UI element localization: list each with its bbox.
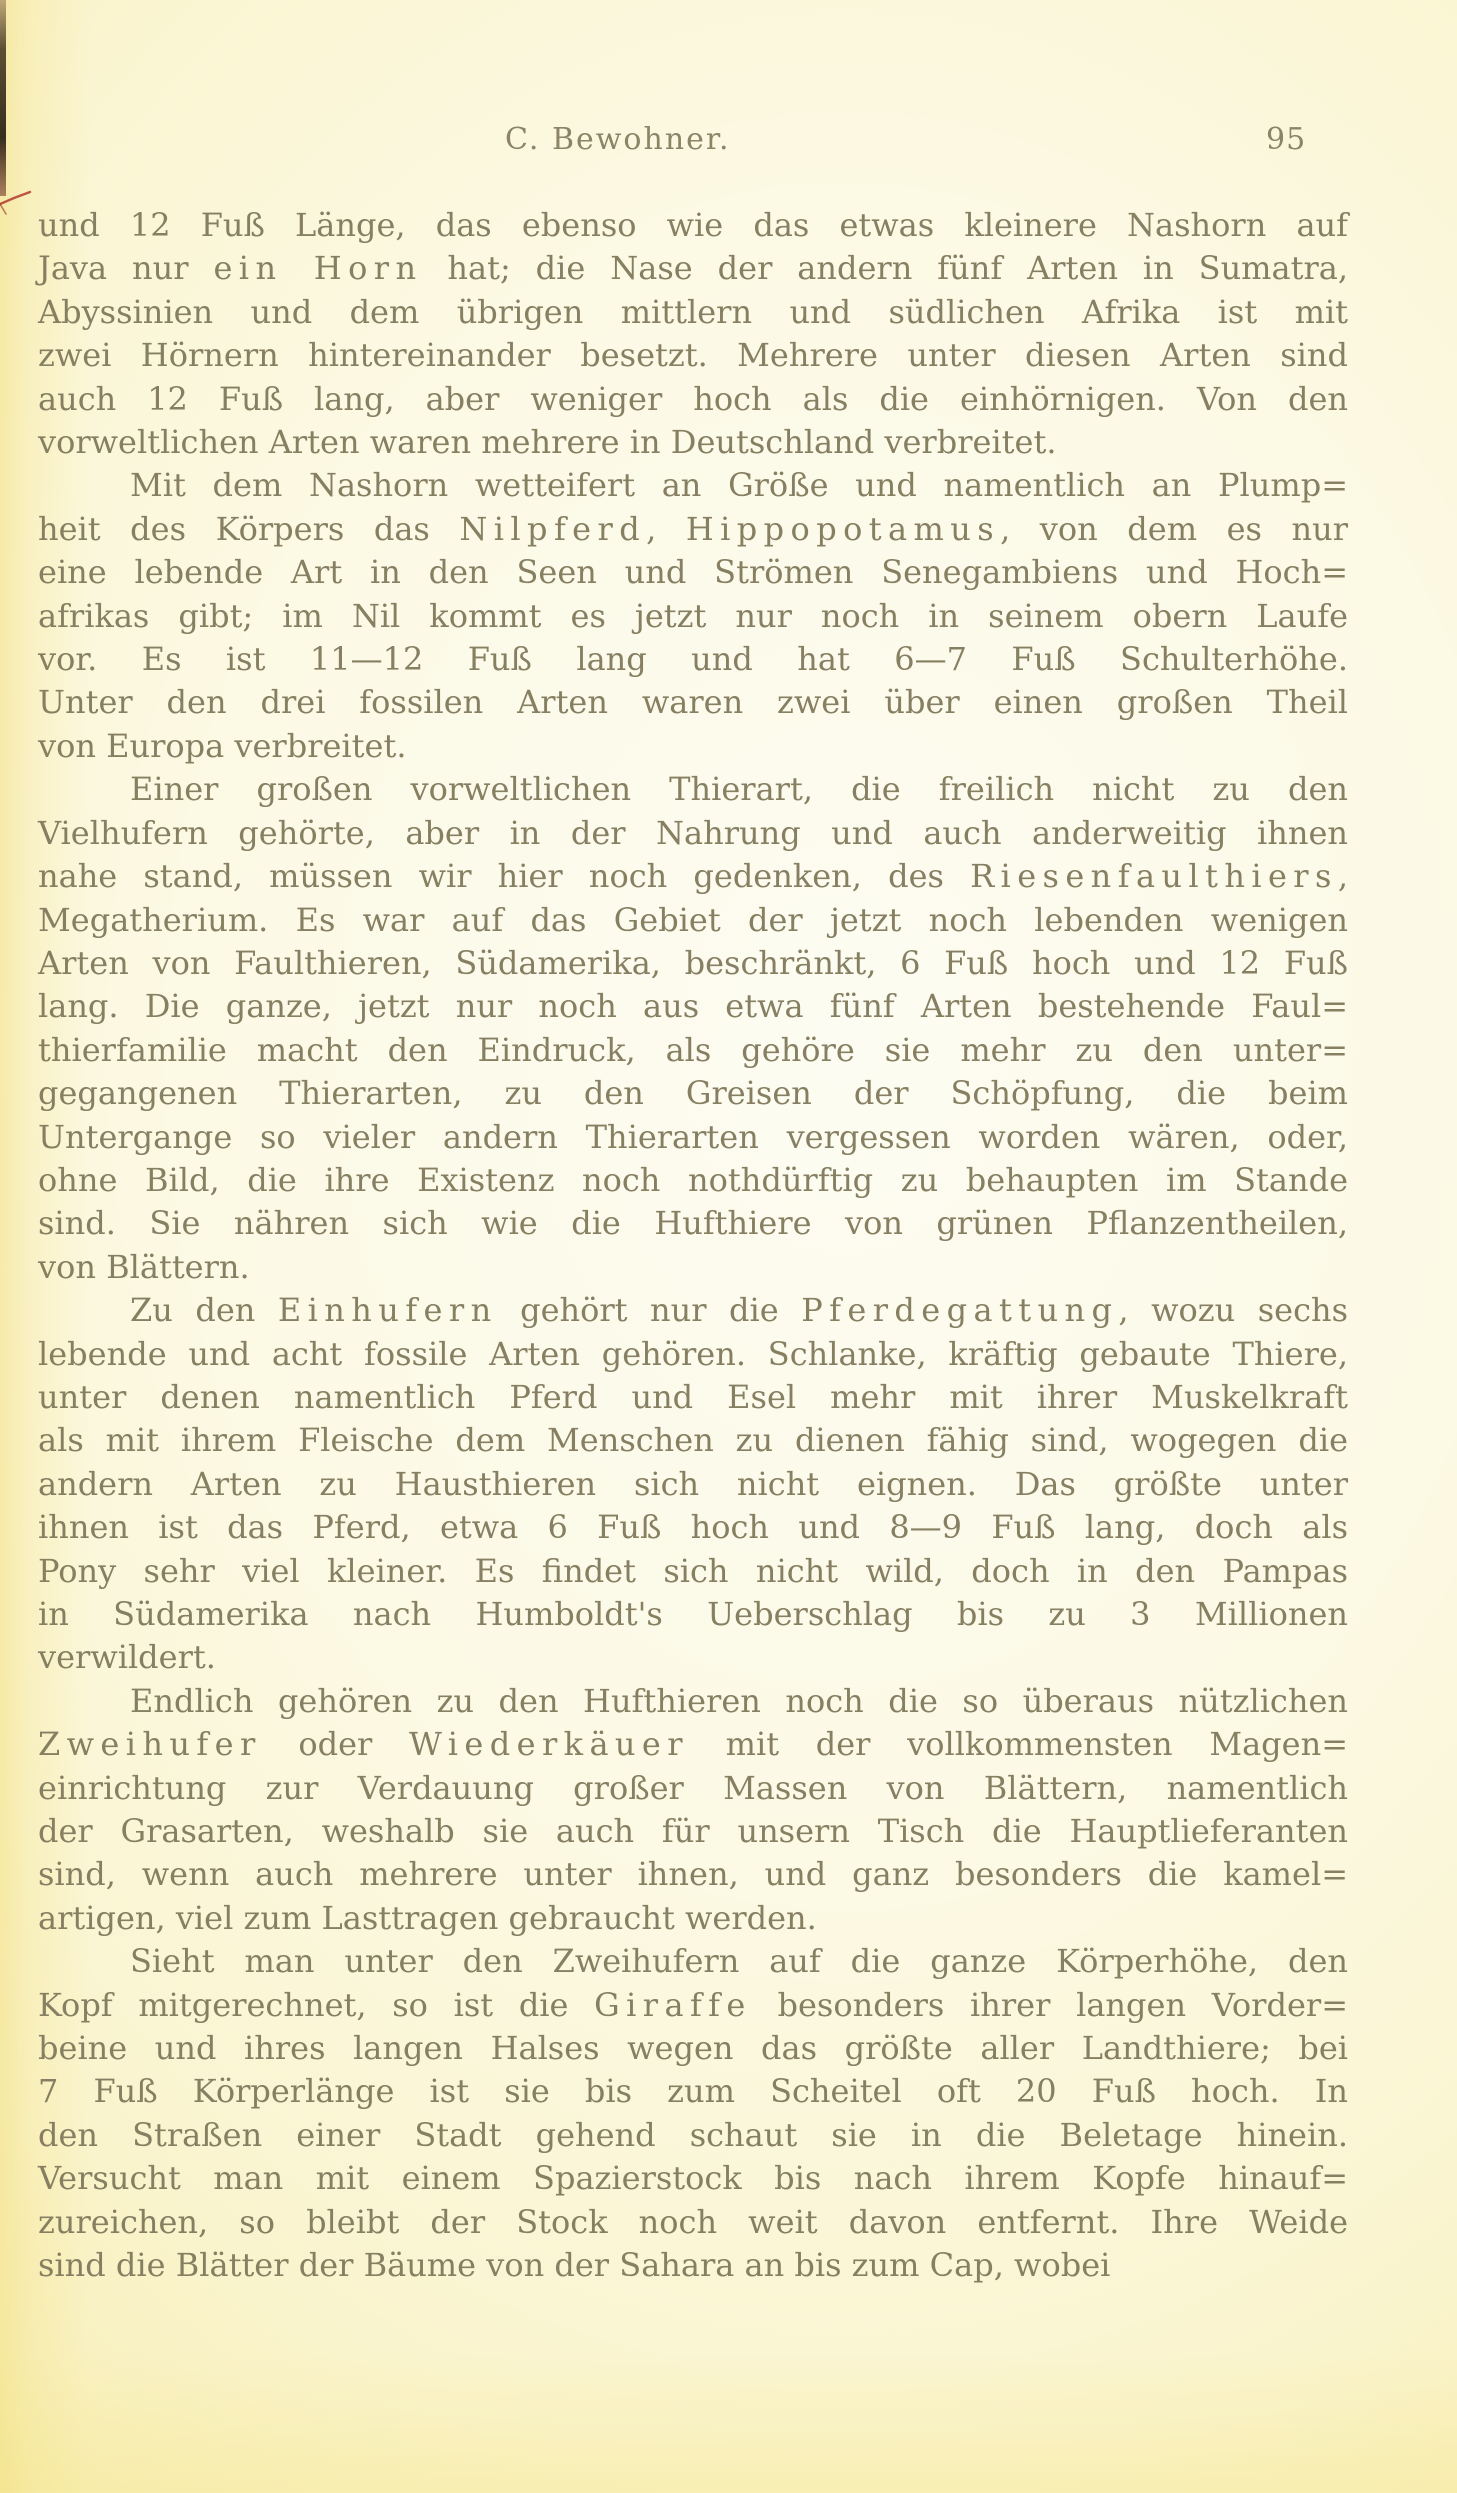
text-run: hat; die Nase der andern fünf Arten in Sumatra, <box>422 249 1349 288</box>
text-run: Vielhufern gehörte, aber in der Nahrung und auch anderweitig ihnen <box>38 813 1348 852</box>
page-body-text <box>38 204 1348 2288</box>
text-line <box>38 2244 1348 2287</box>
text-line <box>38 1159 1348 1202</box>
text-line <box>38 2201 1348 2244</box>
paragraph <box>38 204 1348 464</box>
text-run: Endlich gehören zu den Hufthieren noch die so überaus nützlichen <box>130 1681 1348 1720</box>
text-run: andern Arten zu Hausthieren sich nicht eignen. Das größte unter <box>38 1464 1348 1503</box>
text-line <box>38 1593 1348 1636</box>
text-run: , <box>646 509 686 548</box>
text-run: oder <box>261 1725 410 1764</box>
text-line <box>38 1202 1348 1245</box>
text-line <box>38 942 1348 985</box>
text-run: vor. Es ist 11—12 Fuß lang und hat 6—7 Fuß Schulterhöhe. <box>38 640 1348 679</box>
text-line <box>38 1029 1348 1072</box>
text-run: den Straßen einer Stadt gehend schaut sie in die Beletage hinein. <box>38 2115 1348 2154</box>
text-line <box>38 681 1348 724</box>
text-run: , <box>1337 857 1348 896</box>
text-line <box>38 985 1348 1028</box>
text-line <box>38 1636 1348 1679</box>
text-run: Kopf mitgerechnet, so ist die <box>38 1985 595 2024</box>
text-run: artigen, viel zum Lasttragen gebraucht werden. <box>38 1898 817 1937</box>
text-line <box>38 551 1348 594</box>
text-run: afrikas gibt; im Nil kommt es jetzt nur noch in seinem obern Laufe <box>38 596 1348 635</box>
text-run: thierfamilie macht den Eindruck, als gehöre sie mehr zu den unter= <box>38 1030 1348 1069</box>
paragraph <box>38 768 1348 1289</box>
text-line <box>38 1810 1348 1853</box>
text-run: sind, wenn auch mehrere unter ihnen, und ganz besonders die kamel= <box>38 1855 1348 1894</box>
text-run: Sieht man unter den Zweihufern auf die ganze Körperhöhe, den <box>130 1942 1348 1981</box>
text-line <box>38 1333 1348 1376</box>
text-run: Versucht man mit einem Spazierstock bis nach ihrem Kopfe hinauf= <box>38 2159 1348 2198</box>
paragraph <box>38 464 1348 768</box>
text-line <box>38 1419 1348 1462</box>
emphasized-text: Wiederkäuer <box>409 1725 689 1764</box>
text-line <box>38 1289 1348 1332</box>
text-line <box>38 1506 1348 1549</box>
text-line <box>38 1897 1348 1940</box>
text-run: 7 Fuß Körperlänge ist sie bis zum Scheitel oft 20 Fuß hoch. In <box>38 2072 1348 2111</box>
text-line <box>38 1116 1348 1159</box>
text-run: Einer großen vorweltlichen Thierart, die freilich nicht zu den <box>130 770 1348 809</box>
text-run: Zu den <box>130 1291 278 1330</box>
emphasized-text: Hippopotamus <box>685 509 1001 548</box>
paragraph <box>38 1940 1348 2287</box>
text-line <box>38 378 1348 421</box>
text-line <box>38 2114 1348 2157</box>
text-line <box>38 638 1348 681</box>
text-run: zwei Hörnern hintereinander besetzt. Mehrere unter diesen Arten sind <box>38 336 1348 375</box>
text-run: sind die Blätter der Bäume von der Sahara an bis zum Cap, wobei <box>38 2246 1111 2285</box>
text-line <box>38 1072 1348 1115</box>
text-run: , wozu sechs <box>1118 1291 1349 1330</box>
text-run: Megatherium. Es war auf das Gebiet der jetzt noch lebenden wenigen <box>38 900 1348 939</box>
text-run: Untergange so vieler andern Thierarten vergessen worden wären, oder, <box>38 1117 1348 1156</box>
text-run: ihnen ist das Pferd, etwa 6 Fuß hoch und 8—9 Fuß lang, doch als <box>38 1508 1348 1547</box>
page-number: 95 <box>1266 122 1307 157</box>
text-run: einrichtung zur Verdauung großer Massen von Blättern, namentlich <box>38 1768 1348 1807</box>
text-run: eine lebende Art in den Seen und Strömen Senegambiens und Hoch= <box>38 553 1348 592</box>
text-run: als mit ihrem Fleische dem Menschen zu dienen fähig sind, wogegen die <box>38 1421 1348 1460</box>
text-line <box>38 1853 1348 1896</box>
text-run: mit der vollkommensten Magen= <box>688 1725 1349 1764</box>
text-run: in Südamerika nach Humboldt's Ueberschlag bis zu 3 Millionen <box>38 1595 1348 1633</box>
text-run: und 12 Fuß Länge, das ebenso wie das etwas kleinere Nashorn auf <box>38 206 1348 244</box>
text-line <box>38 204 1348 247</box>
text-line <box>38 1940 1348 1983</box>
emphasized-text: Pferdegattung <box>801 1291 1119 1330</box>
text-run: Java nur <box>38 249 214 288</box>
text-line <box>38 291 1348 334</box>
text-line <box>38 334 1348 377</box>
text-line <box>38 1767 1348 1810</box>
text-line <box>38 1723 1348 1766</box>
text-line <box>38 855 1348 898</box>
text-line <box>38 725 1348 768</box>
text-run: sind. Sie nähren sich wie die Hufthiere von grünen Pflanzentheilen, <box>38 1204 1348 1243</box>
text-run: Abyssinien und dem übrigen mittlern und südlichen Afrika ist mit <box>38 292 1348 331</box>
paper-crack-mark <box>0 188 34 218</box>
text-line <box>38 508 1348 551</box>
text-run: Mit dem Nashorn wetteifert an Größe und namentlich an Plump= <box>130 466 1348 505</box>
text-run: ohne Bild, die ihre Existenz noch nothdürftig zu behaupten im Stande <box>38 1160 1348 1199</box>
text-line <box>38 1984 1348 2027</box>
paragraph <box>38 1680 1348 1940</box>
text-line <box>38 1376 1348 1419</box>
text-line <box>38 768 1348 811</box>
text-line <box>38 1550 1348 1593</box>
emphasized-text: ein Horn <box>213 249 423 288</box>
text-line <box>38 247 1348 290</box>
text-run: Arten von Faulthieren, Südamerika, beschränkt, 6 Fuß hoch und 12 Fuß <box>38 943 1348 982</box>
emphasized-text: Nilpferd <box>459 509 647 548</box>
text-line <box>38 464 1348 507</box>
text-line <box>38 1680 1348 1723</box>
text-run: , von dem es nur <box>1000 509 1349 548</box>
text-run: auch 12 Fuß lang, aber weniger hoch als die einhörnigen. Von den <box>38 379 1348 418</box>
text-run: beine und ihres langen Halses wegen das größte aller Landthiere; bei <box>38 2029 1348 2068</box>
text-line <box>38 1246 1348 1289</box>
text-run: der Grasarten, weshalb sie auch für unsern Tisch die Hauptlieferanten <box>38 1812 1348 1851</box>
text-line <box>38 1463 1348 1506</box>
text-line <box>38 899 1348 942</box>
text-run: unter denen namentlich Pferd und Esel mehr mit ihrer Muskelkraft <box>38 1377 1348 1416</box>
running-header <box>0 122 1457 168</box>
paragraph <box>38 1289 1348 1680</box>
running-header-title: C. Bewohner. <box>505 122 731 157</box>
text-run: lang. Die ganze, jetzt nur noch aus etwa fünf Arten bestehende Faul= <box>38 987 1348 1026</box>
text-line <box>38 2070 1348 2113</box>
text-run: besonders ihrer langen Vorder= <box>751 1985 1349 2024</box>
text-line <box>38 421 1348 464</box>
emphasized-text: Einhufern <box>277 1291 498 1330</box>
text-line <box>38 595 1348 638</box>
text-run: Pony sehr viel kleiner. Es findet sich nicht wild, doch in den Pampas <box>38 1551 1348 1590</box>
text-run: heit des Körpers das <box>38 509 460 548</box>
text-run: von Europa verbreitet. <box>38 726 407 765</box>
emphasized-text: Zweihufer <box>38 1725 262 1764</box>
text-run: gegangenen Thierarten, zu den Greisen der Schöpfung, die beim <box>38 1074 1348 1113</box>
text-run: lebende und acht fossile Arten gehören. Schlanke, kräftig gebaute Thiere, <box>38 1334 1348 1373</box>
text-run: vorweltlichen Arten waren mehrere in Deutschland verbreitet. <box>38 423 1057 462</box>
emphasized-text: Giraffe <box>594 1985 752 2024</box>
text-run: Unter den drei fossilen Arten waren zwei über einen großen Theil <box>38 683 1348 722</box>
text-run: nahe stand, müssen wir hier noch gedenken, des <box>38 857 971 896</box>
text-run: gehört nur die <box>497 1291 802 1330</box>
emphasized-text: Riesenfaulthiers <box>970 857 1338 896</box>
text-line <box>38 812 1348 855</box>
text-run: von Blättern. <box>38 1247 250 1286</box>
text-line <box>38 2027 1348 2070</box>
text-run: zureichen, so bleibt der Stock noch weit davon entfernt. Ihre Weide <box>38 2202 1348 2241</box>
text-line <box>38 2157 1348 2200</box>
text-run: verwildert. <box>38 1638 216 1677</box>
